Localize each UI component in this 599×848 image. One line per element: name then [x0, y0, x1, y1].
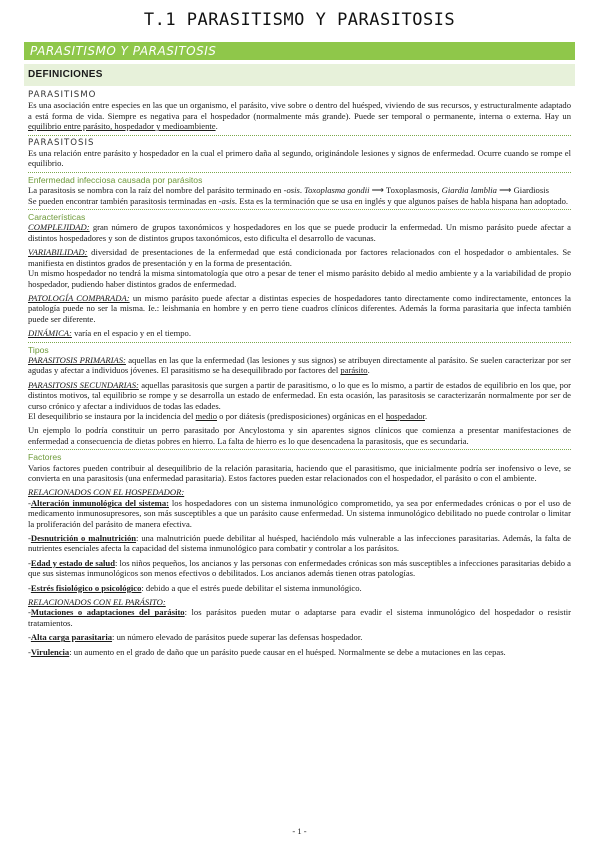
parasitosis-paragraph: Es una relación entre parásito y hospedador en la cual el primero daña al segundo, originándole lesiones y signos de enfermedad. Ocurre cuando se rompe el equilibrio. — [28, 148, 571, 169]
divider — [28, 135, 571, 136]
variabilidad-paragraph-2: Un mismo hospedador no tendrá la misma sintomatología que otro a pesar de tener el mismo parásito debido al medio ambiente y a la variabilidad de propio hospedador, pudiendo haber distintos grados de enfermedad. — [28, 268, 571, 289]
ejemplo-paragraph: Un ejemplo lo podría constituir un perro parasitado por Ancylostoma y sin aparentes signos clínicos que comienza a presentar manifestaciones de enfermedad a consecuencia de dietas pobres en hierro. La falta de hierro es lo que desencadena la parasitosis, que es secundaria. — [28, 425, 571, 446]
dinamica-paragraph: DINÁMICA: varía en el espacio y en el tiempo. — [28, 328, 191, 339]
page-number: - 1 - — [292, 826, 307, 836]
factor-hospedador-2: -Desnutrición o malnutrición: una malnutrición puede debilitar al huésped, haciéndolo más vulnerable a las infecciones parasitarias. Además, la falta de nutrientes esenciales afecta la capacidad del sistema inmunológico para combatir y controlar a los parásitos. — [28, 533, 571, 554]
factor-parasito-3: -Virulencia: un aumento en el grado de daño que un parásito puede causar en el huésped. Normalmente se debe a mutaciones en las cepas. — [28, 646, 506, 657]
patologia-paragraph: PATOLOGÍA COMPARADA: un mismo parásito puede afectar a distintas especies de hospedadores tanto directamente como indirectamente, entonces la patología puede no ser la misma. Ie.: leishmania en hombre y en perro tiene cuadros clínicos diferentes. Además la forma parasitaria que infecta también puede ser diferente. — [28, 292, 571, 324]
primarias-paragraph: PARASITOSIS PRIMARIAS: aquellas en las que la enfermedad (las lesiones y sus signos) se atribuyen directamente al parásito. Se suelen caracterizar por ser agudas y afectar a individuos jóvenes. El parasitismo se ha desequilibrado por factores del parásito. — [28, 354, 571, 376]
factores-intro: Varios factores pueden contribuir al desequilibrio de la relación parasitaria, haciendo que el parasitismo, que inicialmente podría ser inofensivo o leve, se convierta en una parasitosis (una enfermedad parasitaria). Estos factores pueden estar relacionados con el hospedador, el parásito o con el ambiente. — [28, 462, 571, 483]
divider — [28, 209, 571, 210]
parasito-heading: RELACIONADOS CON EL PARÁSITO: — [28, 597, 166, 608]
parasitismo-paragraph: Es una asociación entre especies en las que un organismo, el parásito, vive sobre o dentro del huésped, viviendo de sus recursos, y estructuralmente adaptado a está forma de vida. Siempre es negativa para el hospedador (normalmente más grande). Puede ser temporal o permanente, interna o externa. Hay un equilibrio entre parásito, hospedador y medioambiente. — [28, 100, 571, 132]
enfermedad-paragraph-1: La parasitosis se nombra con la raíz del nombre del parásito terminado en -osis. Toxoplasma gondii ⟶ Toxoplasmosis, Giardia lamblia ⟶ Giardiosis — [28, 185, 549, 196]
enfermedad-paragraph-2: Se pueden encontrar también parasitosis terminadas en -asis. Esta es la terminación que se usa en inglés y que algunos países de habla hispana han adoptado. — [28, 195, 569, 206]
factores-heading: Factores — [28, 452, 62, 463]
divider — [28, 449, 571, 450]
factor-parasito-1: -Mutaciones o adaptaciones del parásito: los parásitos pueden mutar o adaptarse para evadir el sistema inmunológico del hospedador o resistir tratamientos. — [28, 607, 571, 628]
divider — [28, 342, 571, 343]
hospedador-heading: RELACIONADOS CON EL HOSPEDADOR: — [28, 487, 185, 498]
divider — [28, 172, 571, 173]
variabilidad-paragraph: VARIABILIDAD: diversidad de presentaciones de la enfermedad que está condicionada por factores relacionados con el hospedador o ambientales. Se manifiesta en distintos grados de presentación y en la forma de presentación. — [28, 247, 571, 268]
definitions-header: DEFINICIONES — [24, 64, 575, 86]
equilibrium-link: equilibrio entre parásito, hospedador y medioambiente — [28, 121, 216, 132]
enfermedad-heading: Enfermedad infecciosa causada por parásitos — [28, 174, 203, 185]
parasitosis-heading: PARASITOSIS — [28, 137, 95, 148]
caracteristicas-heading: Características — [28, 212, 86, 223]
document-body — [28, 88, 571, 657]
factor-hospedador-3: -Edad y estado de salud: los niños pequeños, los ancianos y las personas con enfermedades crónicas son más susceptibles a infecciones parasitarias debido a que sus sistemas inmunológicos son menos efectivos o debilitados. Los ancianos además tienen otras patologías. — [28, 557, 571, 579]
section-banner: PARASITISMO Y PARASITOSIS — [24, 42, 575, 60]
secundarias-paragraph: PARASITOSIS SECUNDARIAS: aquellas parasitosis que surgen a partir de parasitismo, o lo que es lo mismo, a partir de estados de equilibrio en los que, por distintos motivos, tal equilibrio se rompe y se desarrolla un estado de enfermedad. En esta ocasión, las parasitosis se caracterizarán normalmente por ser de curso crónico y afectar a individuos de todas las edades. — [28, 379, 571, 411]
tipos-heading: Tipos — [28, 344, 49, 355]
parasitismo-heading: PARASITISMO — [28, 90, 97, 100]
factor-parasito-2: -Alta carga parasitaria: un número elevado de parásitos puede superar las defensas hospedador. — [28, 632, 363, 643]
page-title: T.1 PARASITISMO Y PARASITOSIS — [143, 10, 456, 30]
factor-hospedador-1: -Alteración inmunológica del sistema: los hospedadores con un sistema inmunológico comprometido, ya sea por enfermedades crónicas o por el uso de medicamento inmunosupresores, son más susceptibles a que un parásito cause enfermedad. Un sistema inmunológico debilitado no puede controlar o limitar la proliferación del parásito de manera efectiva. — [28, 497, 571, 529]
complejidad-paragraph: COMPLEJIDAD: gran número de grupos taxonómicos y hospedadores en los que se puede producir la enfermedad. Un mismo parásito puede afectar a distintos hospedadores y son de distintos grupos taxonómicos, esto dificulta el desarrollo de vacunas. — [28, 222, 571, 243]
secundarias-paragraph-2: El desequilibrio se instaura por la incidencia del medio o por diátesis (predisposiciones) orgánicas en el hospedador. — [28, 410, 428, 421]
factor-hospedador-4: -Estrés fisiológico o psicológico: debido a que el estrés puede debilitar el sistema inmunológico. — [28, 582, 362, 593]
